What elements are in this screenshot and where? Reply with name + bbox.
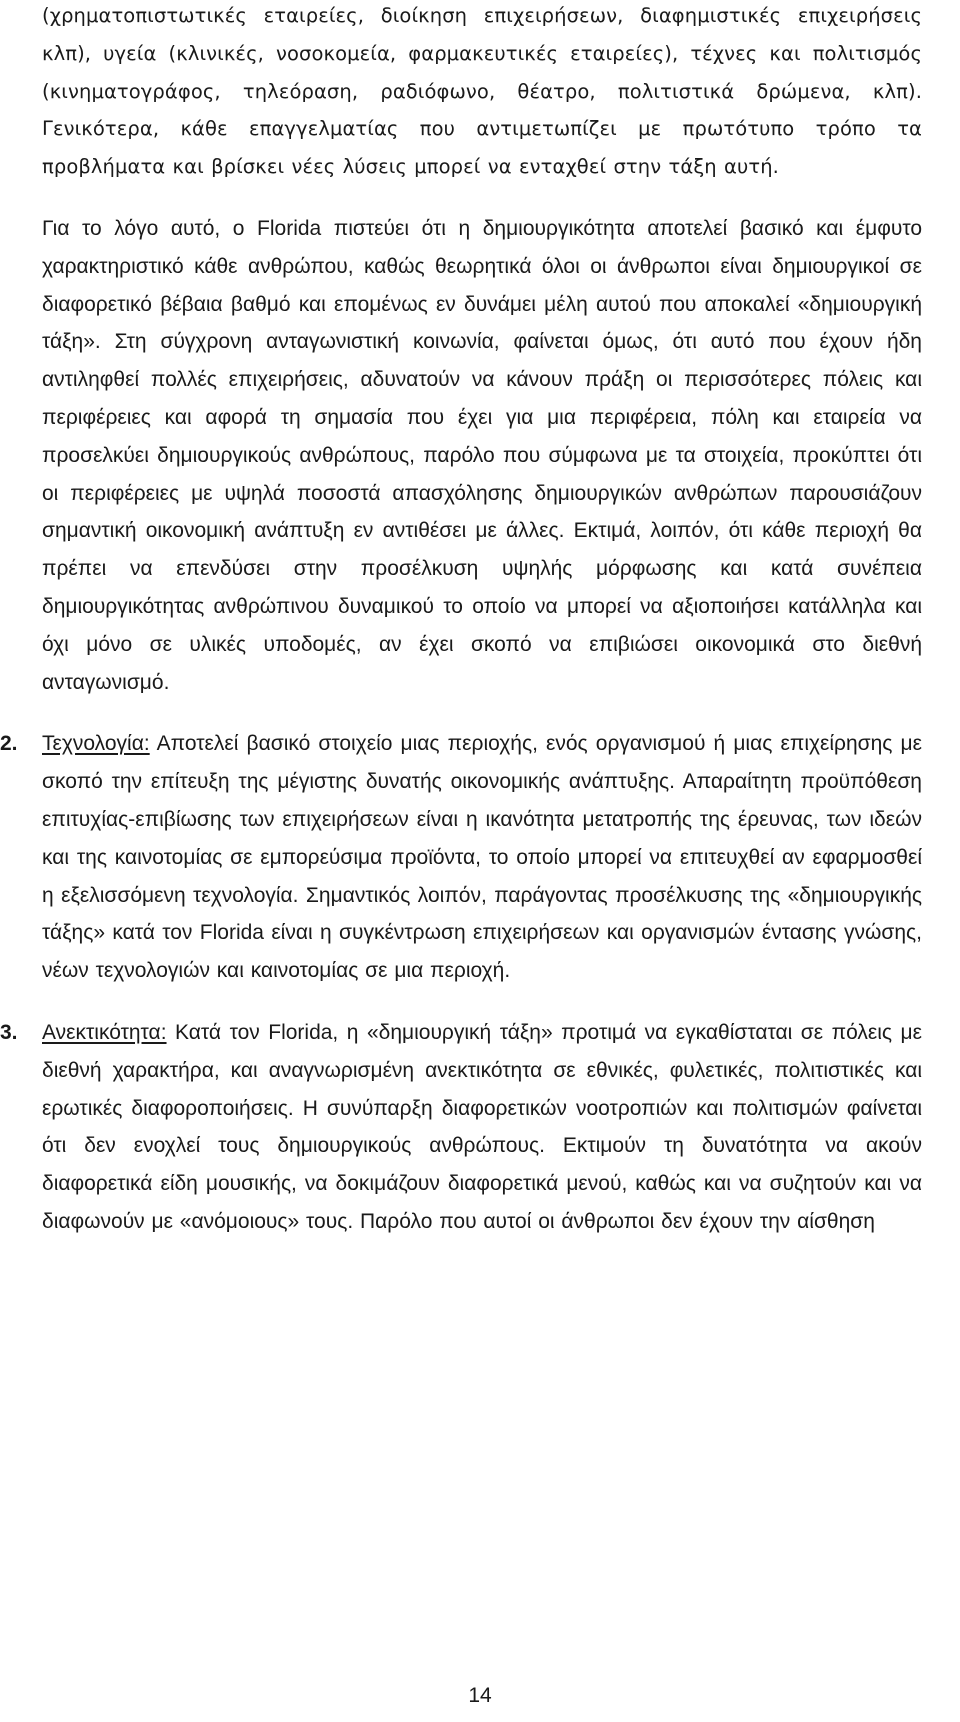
list-number: 2. xyxy=(0,732,18,756)
technology-description: Αποτελεί βασικό στοιχείο μιας περιοχής, ενός οργανισμού ή μιας επιχείρησης με σκοπό την επίτευξη της μέγιστης δυνατής οικονομικής ανάπτυξης. Απαραίτητη προϋπόθεση επιτυχίας-επιβίωσης των επιχειρήσεων είναι η ικανότητα μετατροπής της έρευνας, των ιδεών και της καινοτομίας σε εμπορεύσιμα προϊόντα, το οποίο μπορεί να επιτευχθεί αν εφαρμοσθεί η εξελισσόμενη τεχνολογία. Σημαντικός λοιπόν, παράγοντας προσέλκυσης της «δημιουργικής τάξης» κατά τον Florida είναι η συγκέντρωση επιχειρήσεων και οργανισμών έντασης γνώσης, νέων τεχνολογιών και καινοτομίας σε μια περιοχή. xyxy=(42,732,922,983)
list-item-technology xyxy=(0,725,922,990)
list-item-tolerance xyxy=(0,1014,922,1241)
paragraph-creative-sectors: (χρηματοπιστωτικές εταιρείες, διοίκηση επιχειρήσεων, διαφημιστικές επιχειρήσεις κλπ), υγεία (κλινικές, νοσοκομεία, φαρμακευτικές εταιρείες), τέχνες και πολιτισμός (κινηματογράφος, τηλεόραση, ραδιόφωνο, θέατρο, πολιτιστικά δρώμενα, κλπ). Γενικότερα, κάθε επαγγελματίας που αντιμετωπίζει με πρωτότυπο τρόπο τα προβλήματα και βρίσκει νέες λύσεις μπορεί να ενταχθεί στην τάξη αυτή. xyxy=(42,4,922,179)
list-item-text xyxy=(42,1014,922,1241)
paragraph-florida-creativity: Για το λόγο αυτό, ο Florida πιστεύει ότι η δημιουργικότητα αποτελεί βασικό και έμφυτο χαρακτηριστικό κάθε ανθρώπου, καθώς θεωρητικά όλοι οι άνθρωποι είναι δημιουργικοί σε διαφορετικό βέβαια βαθμό και επομένως εν δυνάμει μέλη αυτού που αποκαλεί «δημιουργική τάξη». Στη σύγχρονη ανταγωνιστική κοινωνία, φαίνεται όμως, ότι αυτό που έχουν ήδη αντιληφθεί πολλές επιχειρήσεις, αδυνατούν να κάνουν πράξη οι περισσότερες πόλεις και περιφέρειες και αφορά τη σημασία που έχει για μια περιφέρεια, πόλη και εταιρεία να προσελκύει δημιουργικούς ανθρώπους, παρόλο που σύμφωνα με τα στοιχεία, προκύπτει ότι οι περιφέρειες με υψηλά ποσοστά απασχόλησης δημιουργικών ανθρώπων παρουσιάζουν σημαντική οικονομική ανάπτυξη εν αντιθέσει με άλλες. Εκτιμά, λοιπόν, ότι κάθε περιοχή θα πρέπει να επενδύσει στην προσέλκυση υψηλής μόρφωσης και κατά συνέπεια δημιουργικότητας ανθρώπινου δυναμικού το οποίο να μπορεί να αξιοποιήσει κατάλληλα και όχι μόνο σε υλικές υποδομές, αν έχει σκοπό να επιβιώσει οικονομικά στο διεθνή ανταγωνισμό. xyxy=(42,216,922,694)
term-tolerance: Ανεκτικότητα: xyxy=(42,1020,167,1044)
tolerance-description: Κατά τον Florida, η «δημιουργική τάξη» προτιμά να εγκαθίσταται σε πόλεις με διεθνή χαρακτήρα, και αναγνωρισμένη ανεκτικότητα σε εθνικές, φυλετικές, πολιτιστικές και ερωτικές διαφοροποιήσεις. Η συνύπαρξη διαφορετικών νοοτροπιών και πολιτισμών φαίνεται ότι δεν ενοχλεί τους δημιουργικούς ανθρώπους. Εκτιμούν τη δυνατότητα να ακούν διαφορετικά είδη μουσικής, να δοκιμάζουν διαφορετικά μενού, καθώς και να συζητούν και να διαφωνούν με «ανόμοιους» τους. Παρόλο που αυτοί οι άνθρωποι δεν έχουν την αίσθηση xyxy=(42,1020,922,1233)
term-technology: Τεχνολογία: xyxy=(42,732,150,756)
list-item-text xyxy=(42,725,922,990)
list-number: 3. xyxy=(0,1020,18,1044)
page-number: 14 xyxy=(468,1684,492,1707)
